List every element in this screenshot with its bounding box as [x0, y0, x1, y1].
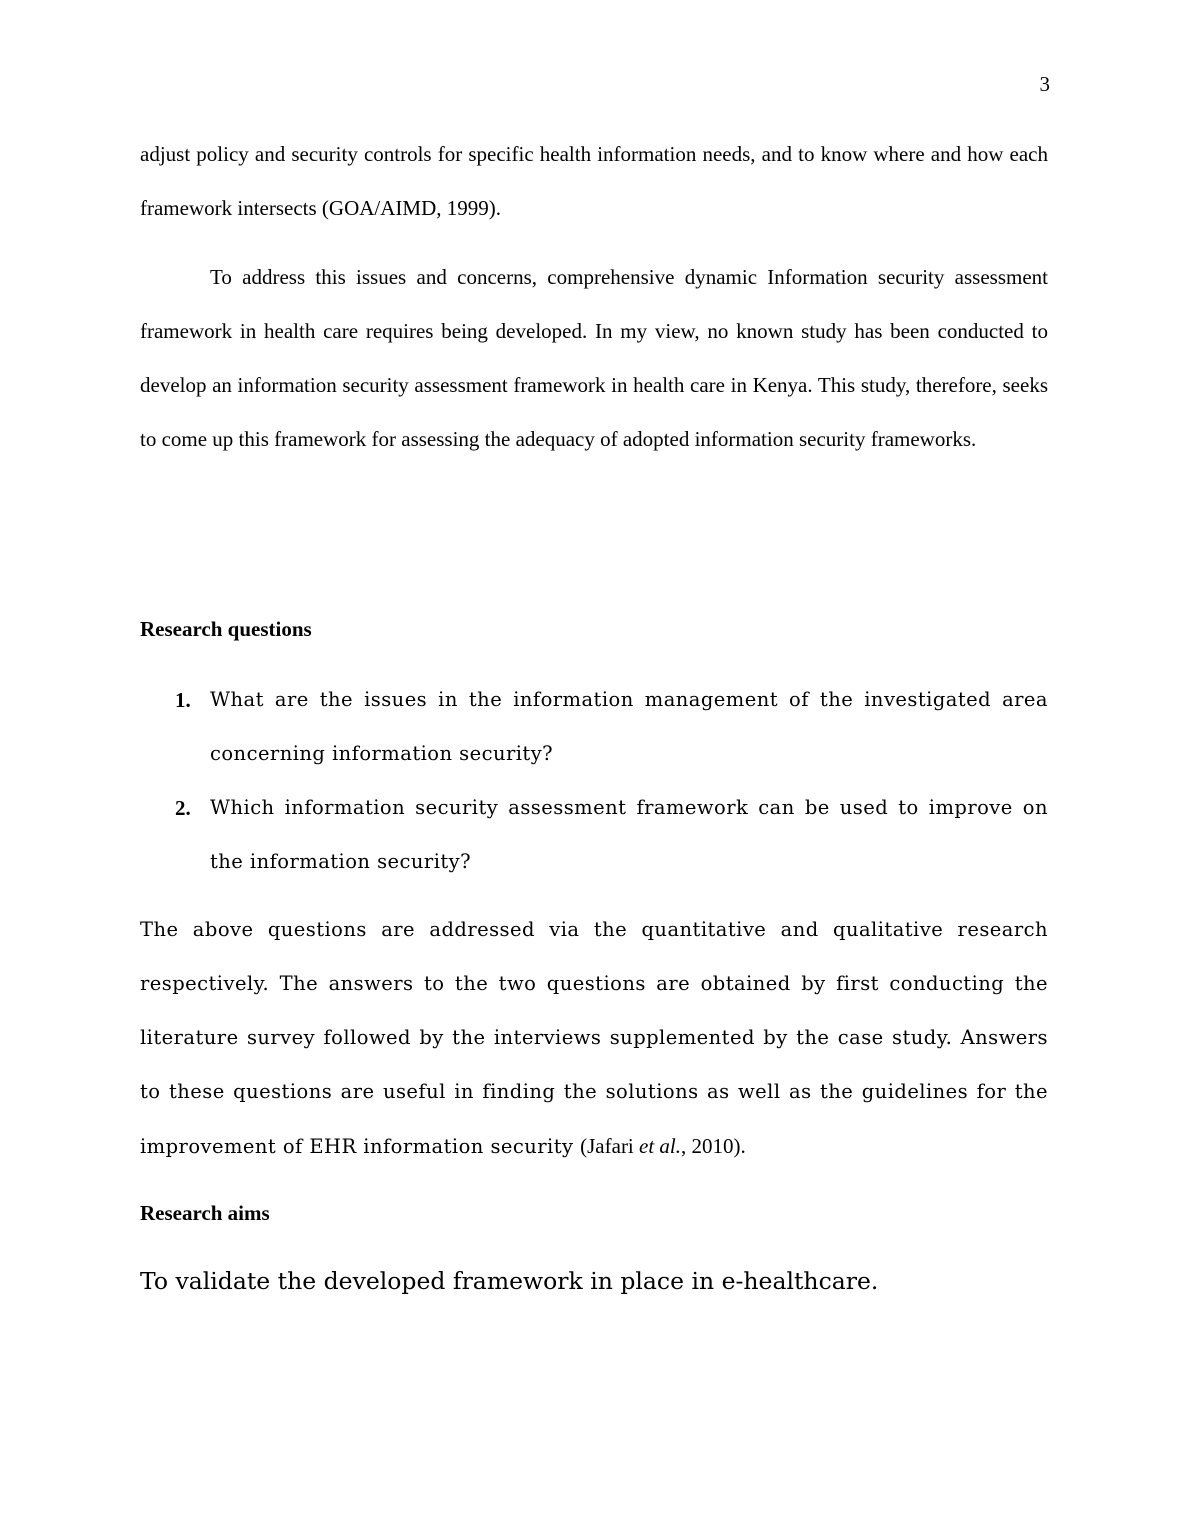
- research-questions-list: [140, 673, 1048, 889]
- research-aims-heading: Research aims: [140, 1201, 270, 1225]
- question-number: 2.: [175, 796, 191, 820]
- paragraph-policy-controls: adjust policy and security controls for specific health information needs, and to know where and how each framework intersects (GOA/AIMD, 1999).: [140, 142, 1048, 220]
- question-text: What are the issues in the information management of the investigated area concerning information security?: [210, 688, 1048, 765]
- research-question-item: [140, 673, 1048, 781]
- question-number: 1.: [175, 688, 191, 712]
- research-questions-heading: Research questions: [140, 617, 312, 641]
- page-number: 3: [1039, 72, 1050, 96]
- research-question-item: [140, 781, 1048, 889]
- paragraph-questions-approach: [140, 903, 1048, 1174]
- paragraph-framework-need: To address this issues and concerns, comprehensive dynamic Information security assessment framework in health care requires being developed. In my view, no known study has been conducted to develop an information security assessment framework in health care in Kenya. This study, therefore, seeks to come up this framework for assessing the adequacy of adopted information security frameworks.: [140, 265, 1048, 451]
- question-text: Which information security assessment framework can be used to improve on the information security?: [210, 796, 1048, 873]
- citation-etal: et al.: [639, 1134, 682, 1158]
- citation-year: , 2010).: [681, 1134, 746, 1158]
- citation: [580, 1134, 746, 1158]
- research-aim-text: To validate the developed framework in place in e-healthcare.: [140, 1267, 879, 1295]
- approach-text: The above questions are addressed via the quantitative and qualitative research respectively. The answers to the two questions are obtained by first conducting the literature survey followed by the interviews supplemented by the case study. Answers to these questions are useful in finding the solutions as well as the guidelines for the improvement of EHR information security: [140, 918, 1048, 1158]
- citation-author: (Jafari: [580, 1134, 634, 1158]
